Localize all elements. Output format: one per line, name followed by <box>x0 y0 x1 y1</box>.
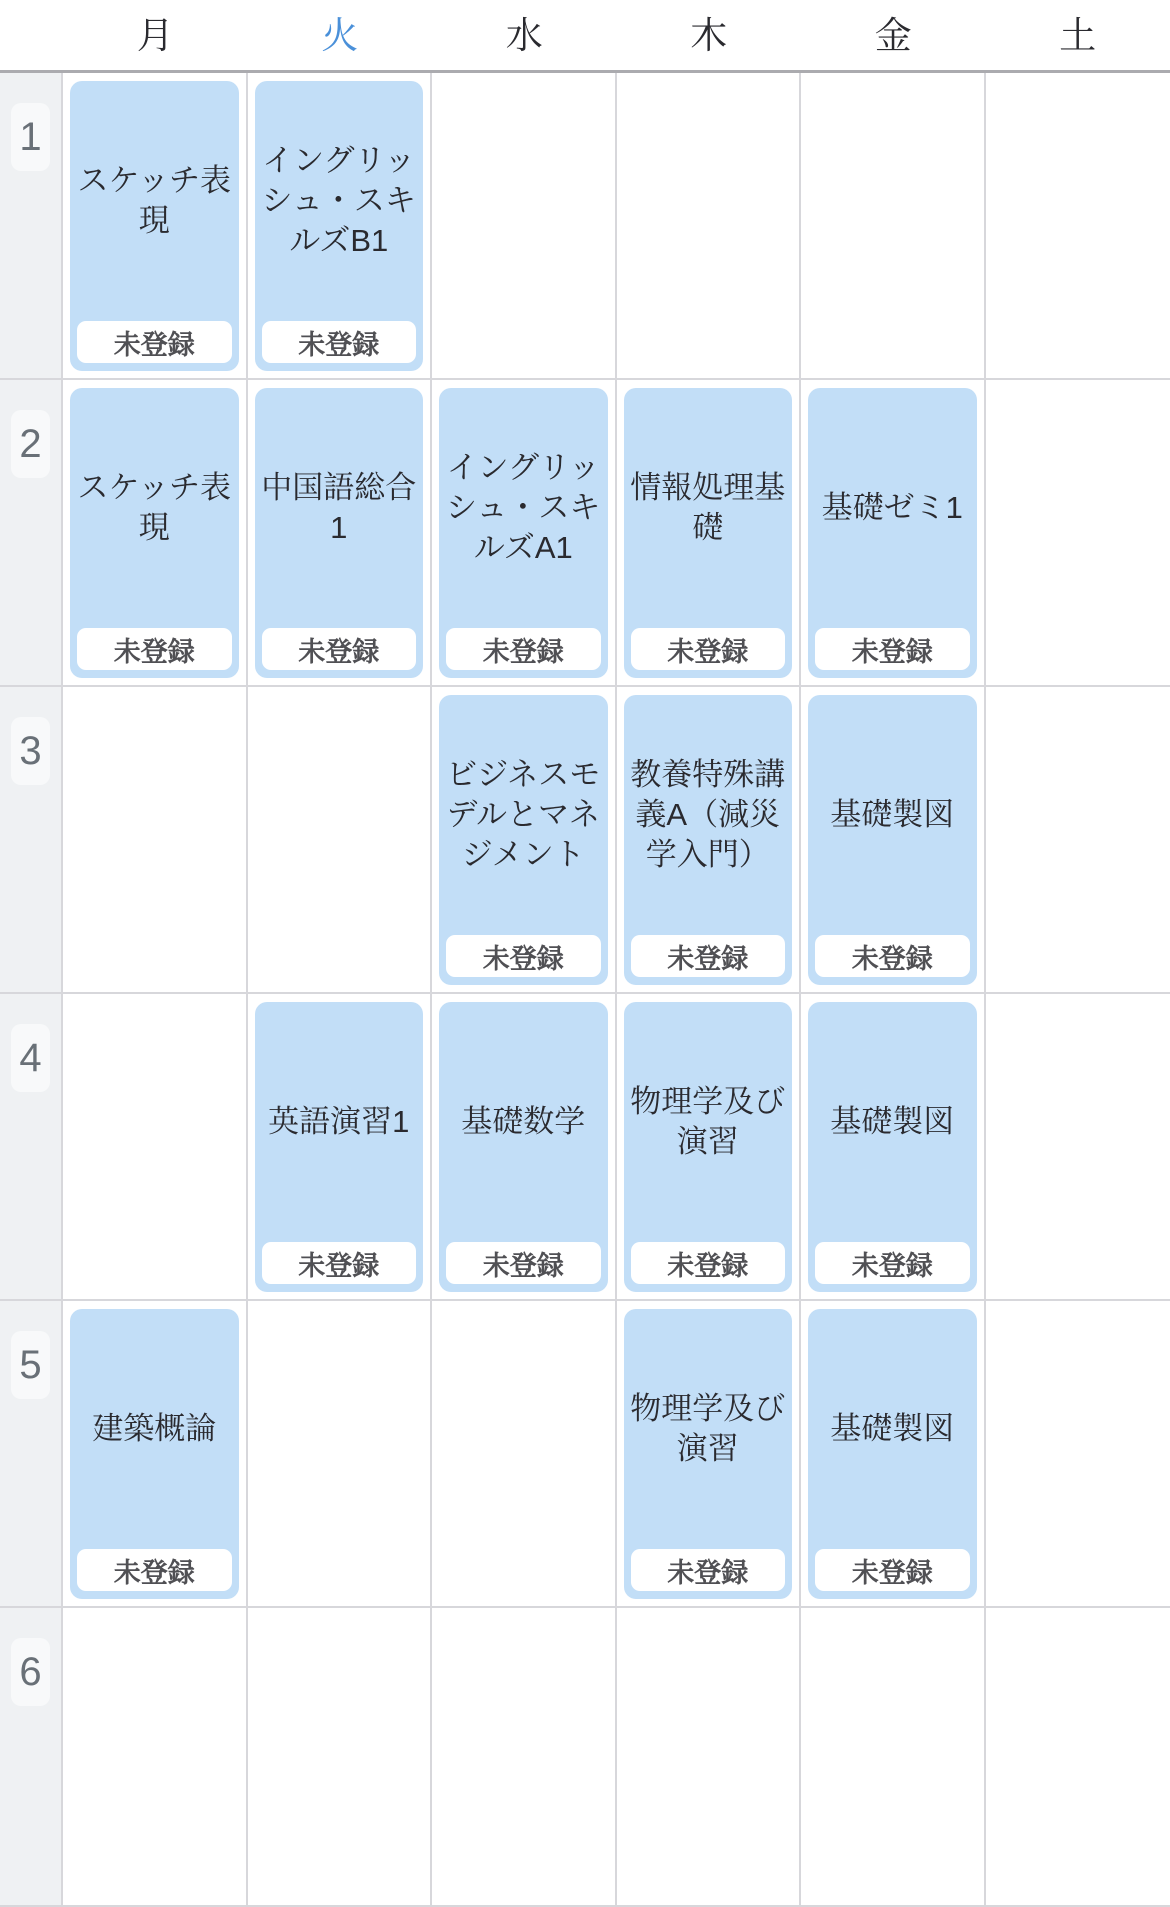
timeslot-tue-3 <box>248 687 433 994</box>
course-title-wrap <box>439 1002 608 1242</box>
timeslot-tue-4 <box>248 994 433 1301</box>
timeslot-tue-1 <box>248 73 433 380</box>
unregistered-badge: 未登録 <box>631 935 786 977</box>
course-card[interactable] <box>808 1309 977 1599</box>
course-card[interactable] <box>70 1309 239 1599</box>
timeslot-sat-4 <box>986 994 1170 1301</box>
day-header-thu[interactable]: 木 <box>617 0 802 73</box>
timeslot-mon-6 <box>63 1608 248 1907</box>
course-card[interactable] <box>255 81 424 371</box>
course-card[interactable] <box>255 1002 424 1292</box>
day-header-wed[interactable]: 水 <box>432 0 617 73</box>
course-card[interactable] <box>70 388 239 678</box>
unregistered-badge: 未登録 <box>815 1242 970 1284</box>
timeslot-sat-3 <box>986 687 1170 994</box>
unregistered-badge: 未登録 <box>815 935 970 977</box>
course-title: 英語演習1 <box>268 1104 410 1139</box>
course-card[interactable] <box>70 81 239 371</box>
unregistered-badge: 未登録 <box>262 628 417 670</box>
unregistered-badge: 未登録 <box>631 1549 786 1591</box>
course-card[interactable] <box>624 388 793 678</box>
course-title: 中国語総合1 <box>261 470 417 545</box>
unregistered-badge: 未登録 <box>815 628 970 670</box>
timeslot-thu-2 <box>617 380 802 687</box>
course-card[interactable] <box>439 1002 608 1292</box>
timeslot-fri-4 <box>801 994 986 1301</box>
unregistered-badge: 未登録 <box>446 628 601 670</box>
timeslot-fri-1 <box>801 73 986 380</box>
timeslot-thu-4 <box>617 994 802 1301</box>
course-title: 物理学及び演習 <box>630 1084 786 1159</box>
timeslot-wed-6 <box>432 1608 617 1907</box>
course-title-wrap <box>808 1002 977 1242</box>
unregistered-badge: 未登録 <box>77 321 232 363</box>
course-title: ビジネスモデルとマネジメント <box>446 757 601 872</box>
period-cell-5 <box>0 1301 63 1608</box>
period-cell-2 <box>0 380 63 687</box>
course-title: 基礎製図 <box>830 1104 955 1139</box>
timeslot-sat-6 <box>986 1608 1170 1907</box>
course-title: スケッチ表現 <box>77 470 231 545</box>
timeslot-thu-3 <box>617 687 802 994</box>
course-title: 情報処理基礎 <box>630 470 786 545</box>
unregistered-badge: 未登録 <box>262 321 417 363</box>
timeslot-wed-3 <box>432 687 617 994</box>
timeslot-wed-4 <box>432 994 617 1301</box>
day-header-sat[interactable]: 土 <box>986 0 1170 73</box>
timeslot-sat-1 <box>986 73 1170 380</box>
course-title: 基礎製図 <box>830 797 955 832</box>
timeslot-wed-5 <box>432 1301 617 1608</box>
timeslot-fri-2 <box>801 380 986 687</box>
timeslot-fri-5 <box>801 1301 986 1608</box>
unregistered-badge: 未登録 <box>77 628 232 670</box>
unregistered-badge: 未登録 <box>77 1549 232 1591</box>
timeslot-thu-6 <box>617 1608 802 1907</box>
course-title-wrap <box>624 1002 793 1242</box>
unregistered-badge: 未登録 <box>631 1242 786 1284</box>
course-title: 教養特殊講義A（減災学入門） <box>630 757 786 872</box>
course-title: 基礎製図 <box>830 1411 955 1446</box>
period-cell-1 <box>0 73 63 380</box>
period-label: 5 <box>11 1331 49 1399</box>
timeslot-wed-1 <box>432 73 617 380</box>
course-title-wrap <box>255 388 424 628</box>
course-title-wrap <box>439 388 608 628</box>
course-title-wrap <box>255 81 424 321</box>
corner-cell <box>0 0 63 73</box>
unregistered-badge: 未登録 <box>815 1549 970 1591</box>
course-card[interactable] <box>624 1002 793 1292</box>
timeslot-fri-6 <box>801 1608 986 1907</box>
timeslot-tue-2 <box>248 380 433 687</box>
unregistered-badge: 未登録 <box>262 1242 417 1284</box>
course-card[interactable] <box>624 695 793 985</box>
timeslot-mon-3 <box>63 687 248 994</box>
course-card[interactable] <box>808 1002 977 1292</box>
day-header-mon[interactable]: 月 <box>63 0 248 73</box>
course-title-wrap <box>808 388 977 628</box>
period-cell-4 <box>0 994 63 1301</box>
timeslot-sat-2 <box>986 380 1170 687</box>
timeslot-sat-5 <box>986 1301 1170 1608</box>
course-title-wrap <box>624 695 793 935</box>
period-label: 4 <box>11 1024 49 1092</box>
course-title: 建築概論 <box>92 1411 217 1446</box>
timeslot-tue-6 <box>248 1608 433 1907</box>
course-title: 基礎ゼミ1 <box>821 490 963 525</box>
course-title: スケッチ表現 <box>77 163 231 238</box>
timeslot-thu-1 <box>617 73 802 380</box>
timeslot-thu-5 <box>617 1301 802 1608</box>
course-title-wrap <box>624 1309 793 1549</box>
course-card[interactable] <box>439 388 608 678</box>
course-title-wrap <box>439 695 608 935</box>
day-header-fri[interactable]: 金 <box>801 0 986 73</box>
course-card[interactable] <box>624 1309 793 1599</box>
period-cell-3 <box>0 687 63 994</box>
course-card[interactable] <box>255 388 424 678</box>
course-title-wrap <box>70 1309 239 1549</box>
unregistered-badge: 未登録 <box>631 628 786 670</box>
period-label: 6 <box>11 1638 49 1706</box>
course-title: 基礎数学 <box>461 1104 586 1139</box>
unregistered-badge: 未登録 <box>446 1242 601 1284</box>
timeslot-fri-3 <box>801 687 986 994</box>
course-title-wrap <box>808 1309 977 1549</box>
course-card[interactable] <box>808 388 977 678</box>
course-title: イングリッシュ・スキルズB1 <box>261 143 416 258</box>
course-title: イングリッシュ・スキルズA1 <box>446 450 601 565</box>
timeslot-mon-2 <box>63 380 248 687</box>
day-header-tue[interactable]: 火 <box>248 0 433 73</box>
period-cell-6 <box>0 1608 63 1907</box>
timeslot-wed-2 <box>432 380 617 687</box>
period-label: 3 <box>11 717 49 785</box>
timeslot-tue-5 <box>248 1301 433 1608</box>
course-card[interactable] <box>439 695 608 985</box>
period-label: 1 <box>11 103 49 171</box>
course-title-wrap <box>70 388 239 628</box>
timeslot-mon-1 <box>63 73 248 380</box>
course-title-wrap <box>624 388 793 628</box>
course-title: 物理学及び演習 <box>630 1391 786 1466</box>
timeslot-mon-5 <box>63 1301 248 1608</box>
course-title-wrap <box>255 1002 424 1242</box>
period-label: 2 <box>11 410 49 478</box>
course-title-wrap <box>70 81 239 321</box>
course-title-wrap <box>808 695 977 935</box>
unregistered-badge: 未登録 <box>446 935 601 977</box>
course-card[interactable] <box>808 695 977 985</box>
timeslot-mon-4 <box>63 994 248 1301</box>
